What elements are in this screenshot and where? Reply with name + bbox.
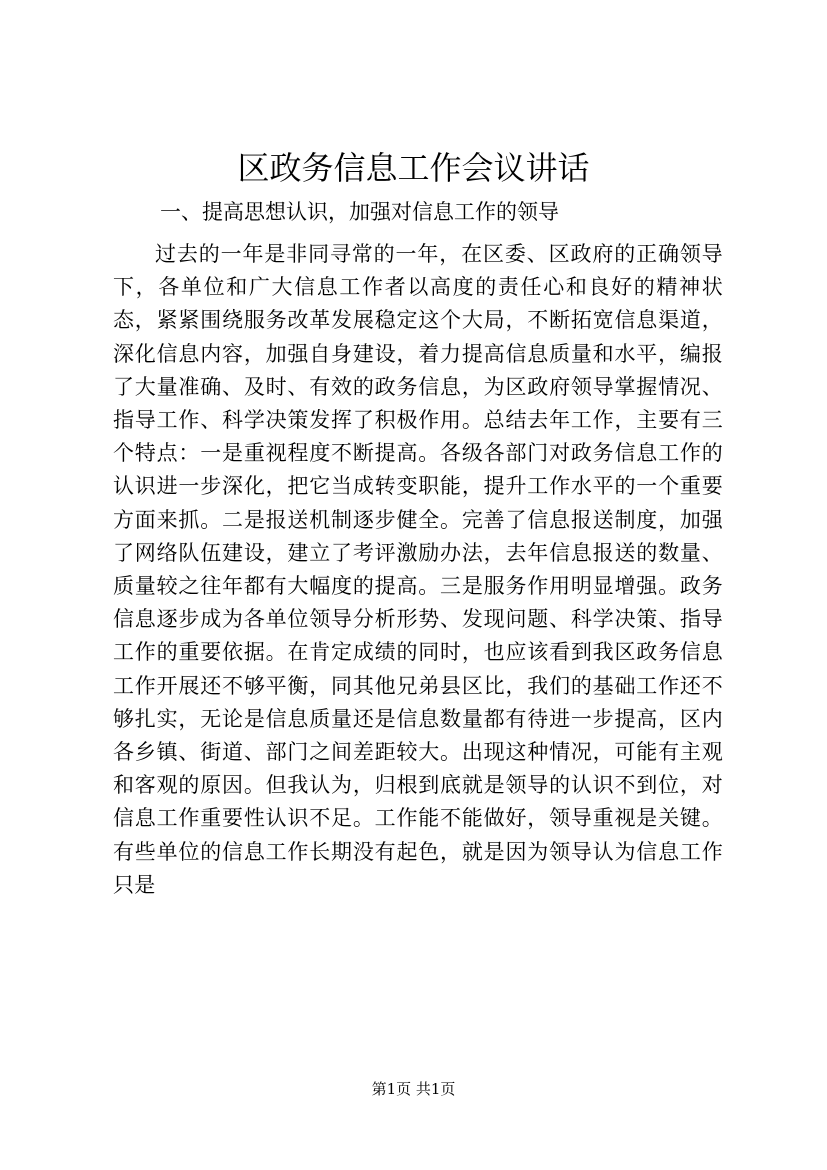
section-heading: 一、提高思想认识，加强对信息工作的领导	[160, 200, 559, 224]
page-number-footer: 第1页 共1页	[371, 1080, 456, 1098]
document-title: 区政务信息工作会议讲话	[237, 149, 590, 187]
body-paragraph: 过去的一年是非同寻常的一年，在区委、区政府的正确领导下，各单位和广大信息工作者以高度的责任心和良好的精神状态，紧紧围绕服务改革发展稳定这个大局，不断拓宽信息渠道，深化信息内容，加强自身建设，着力提高信息质量和水平，编报了大量准确、及时、有效的政务信息，为区政府领导掌握情况、指导工作、科学决策发挥了积极作用。总结去年工作，主要有三个特点：一是重视程度不断提高。各级各部门对政务信息工作的认识进一步深化，把它当成转变职能，提升工作水平的一个重要方面来抓。二是报送机制逐步健全。完善了信息报送制度，加强了网络队伍建设，建立了考评激励办法，去年信息报送的数量、质量较之往年都有大幅度的提高。三是服务作用明显增强。政务信息逐步成为各单位领导分析形势、发现问题、科学决策、指导工作的重要依据。在肯定成绩的同时，也应该看到我区政务信息工作开展还不够平衡，同其他兄弟县区比，我们的基础工作还不够扎实，无论是信息质量还是信息数量都有待进一步提高，区内各乡镇、街道、部门之间差距较大。出现这种情况，可能有主观和客观的原因。但我认为，归根到底就是领导的认识不到位，对信息工作重要性认识不足。工作能不能做好，领导重视是关键。有些单位的信息工作长期没有起色，就是因为领导认为信息工作只是	[113, 242, 723, 897]
